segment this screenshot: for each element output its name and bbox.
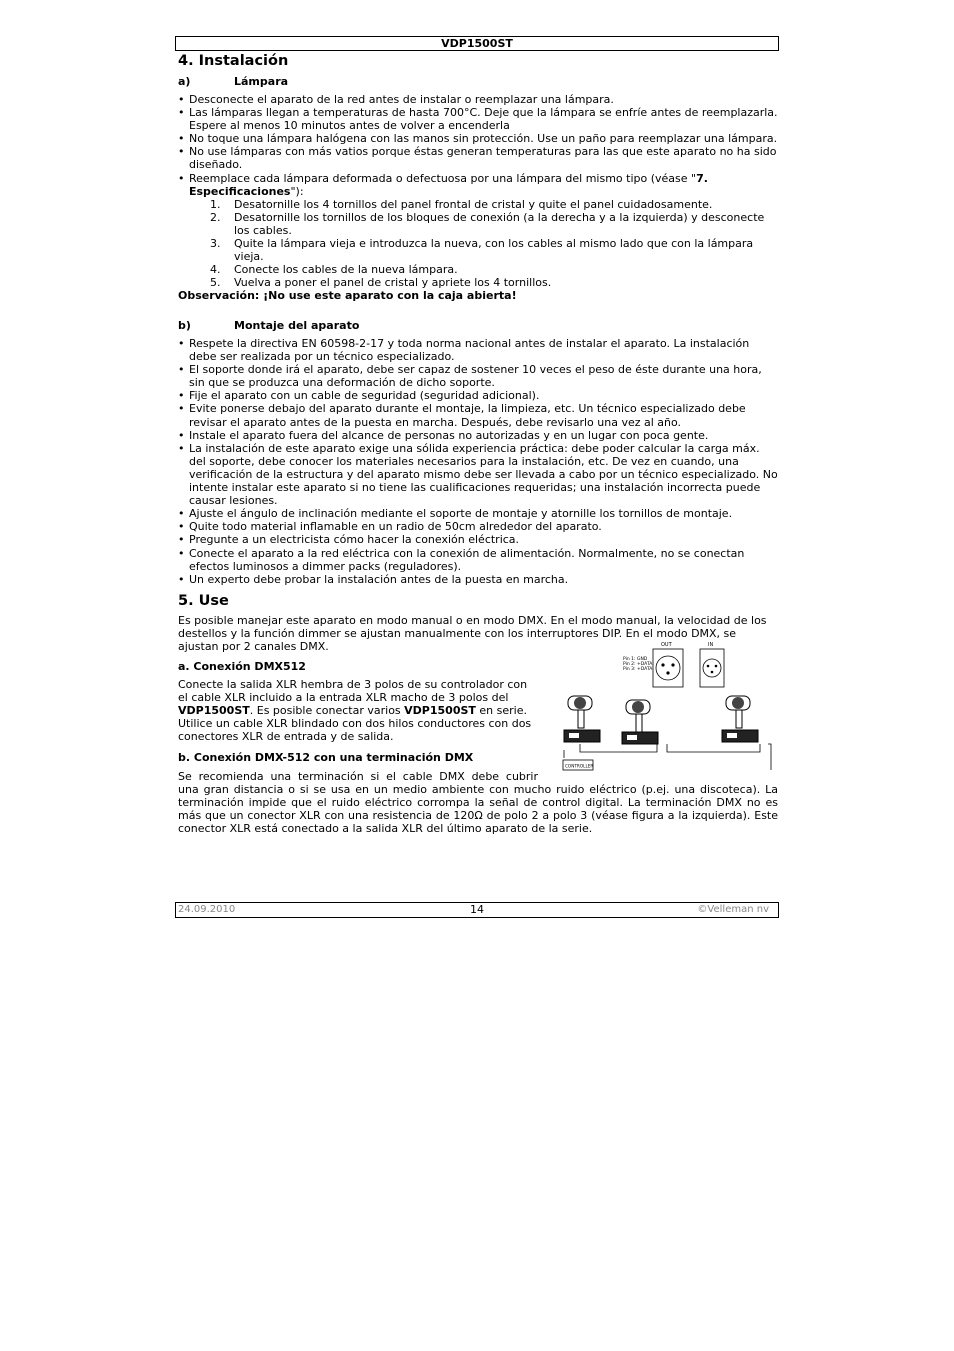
- controller-box: [563, 760, 593, 770]
- list-item: • Fije el aparato con un cable de seguridad (seguridad adicional).: [178, 389, 778, 402]
- list-item: • El soporte donde irá el aparato, debe ser capaz de sostener 10 veces el peso de éste durante una hora, sin que se produzca una deformación de dicho soporte.: [178, 363, 778, 389]
- list-item: [178, 237, 778, 263]
- termination-line-1: Se recomienda una terminación si el cable DMX debe cubrir: [178, 770, 538, 783]
- subsection-a-heading: [178, 75, 288, 88]
- subsection-b-label: b): [178, 319, 191, 332]
- pin-2-label: Pin 2: +DATA: [623, 662, 653, 667]
- list-item: • Un experto debe probar la instalación antes de la puesta en marcha.: [178, 573, 778, 586]
- list-item: • Evite ponerse debajo del aparato durante el montaje, la limpieza, etc. Un técnico especializado debe revisar el aparato antes de la puesta en marcha. Después, debe revisarlo una vez al año.: [178, 402, 778, 428]
- step-text: Quite la lámpara vieja e introduzca la nueva, con los cables al mismo lado que con la lámpara vieja.: [234, 237, 754, 264]
- list-item: • Las lámparas llegan a temperaturas de hasta 700°C. Deje que la lámpara se enfríe antes de reemplazarla. Espere al menos 10 minutos antes de volver a encenderla: [178, 106, 778, 132]
- mounting-instructions: [178, 337, 778, 586]
- section-4-title: 4. Instalación: [178, 53, 289, 69]
- subsection-b-heading: [178, 319, 359, 332]
- subsection-a-label: a): [178, 75, 191, 88]
- bullet-text: Reemplace cada lámpara deformada o defectuosa por una lámpara del mismo tipo (véase ": [189, 171, 697, 185]
- list-item: [178, 263, 778, 276]
- moving-head-3: [722, 696, 758, 742]
- out-label: OUT: [661, 642, 672, 648]
- xlr-in-connector: [700, 642, 724, 687]
- use-intro: Es posible manejar este aparato en modo manual o en modo DMX. En el modo manual, la velocidad de los destellos y la función dimmer se ajustan manualmente con los interruptores DIP. En el modo DMX, se ajustan por 2 canales DMX.: [178, 614, 767, 654]
- lamp-instructions: [178, 93, 778, 303]
- termination-paragraph: una gran distancia o si se usa en un medio ambiente con mucho ruido eléctrico (p.ej. una discoteca). La terminación impide que el ruido eléctrico corrompa la señal de control digital. La terminación DMX no es más que un conector XLR con una resistencia de 120Ω de polo 2 a polo 3 (véase figura a la izquierda). Este conector XLR está conectado a la salida XLR del último aparato de la serie.: [178, 783, 778, 836]
- subsection-b-title: Montaje del aparato: [234, 319, 360, 332]
- mounting-bullet-list: [178, 337, 778, 586]
- pin-1-label: Pin 1: GND: [623, 657, 648, 662]
- list-item: • Quite todo material inflamable en un radio de 50cm alrededor del aparato.: [178, 520, 778, 533]
- step-text: Conecte los cables de la nueva lámpara.: [234, 263, 458, 277]
- dmx-wiring-diagram: [555, 640, 775, 776]
- in-label: IN: [708, 642, 714, 648]
- list-item: • Pregunte a un electricista cómo hacer la conexión eléctrica.: [178, 533, 778, 546]
- page-number: 14: [470, 903, 484, 916]
- list-item: • La instalación de este aparato exige una sólida experiencia práctica: debe poder calcular la carga máx. del soporte, debe conocer los materiales necesarios para la instalación, etc. De vez en cuando, una verificación de la estructura y del aparato mismo debe ser llevada a cabo por un técnico especializado. No intente instalar este aparato si no tiene las cualificaciones requeridas; una instalación incorrecta puede causar lesiones.: [178, 442, 778, 507]
- step-number: 5.: [210, 276, 221, 290]
- list-item: • No use lámparas con más vatios porque éstas generan temperaturas para las que este aparato no ha sido diseñado.: [178, 145, 778, 171]
- subsection-a-title: Lámpara: [234, 75, 289, 88]
- bullet-bold-ref: 7. Especificaciones: [189, 171, 708, 198]
- step-number: 4.: [210, 263, 221, 277]
- list-item: [178, 198, 778, 211]
- paragraph-text: en serie. Utilice un cable XLR blindado con dos hilos conductores con dos conectores XLR de entrada y de salida.: [178, 704, 532, 744]
- controller-label: CONTROLLER: [565, 763, 594, 769]
- paragraph-text: Conecte la salida XLR hembra de 3 polos de su controlador con el cable XLR incluido a la entrada XLR macho de 3 polos del: [178, 678, 528, 705]
- step-number: 3.: [210, 237, 221, 251]
- list-item: [178, 172, 778, 198]
- lamp-steps-list: [178, 198, 778, 290]
- dmx512-heading: a. Conexión DMX512: [178, 660, 306, 673]
- bullet-text: "):: [290, 184, 304, 198]
- list-item: • Respete la directiva EN 60598-2-17 y toda norma nacional antes de instalar el aparato. La instalación debe ser realizada por un técnico especializado.: [178, 337, 778, 363]
- section-5-title: 5. Use: [178, 593, 229, 609]
- step-text: Desatornille los tornillos de los bloques de conexión (a la derecha y a la izquierda) y desconecte los cables.: [234, 210, 765, 237]
- list-item: • Ajuste el ángulo de inclinación mediante el soporte de montaje y atornille los tornillos de montaje.: [178, 507, 778, 520]
- lamp-bullet-list: [178, 93, 778, 198]
- page-footer: [175, 902, 779, 918]
- list-item: • Desconecte el aparato de la red antes de instalar o reemplazar una lámpara.: [178, 93, 778, 106]
- footer-copyright: ©Velleman nv: [697, 904, 769, 915]
- step-number: 2.: [210, 210, 221, 224]
- footer-date: 24.09.2010: [178, 904, 236, 915]
- moving-head-1: [564, 696, 600, 742]
- paragraph-text: . Es posible conectar varios: [249, 704, 405, 718]
- model-name: VDP1500ST: [178, 704, 250, 718]
- list-item: [178, 276, 778, 289]
- warning-note: Observación: ¡No use este aparato con la caja abierta!: [178, 289, 517, 303]
- list-item: [178, 211, 778, 237]
- xlr-out-connector: [623, 642, 683, 687]
- header-title: VDP1500ST: [441, 37, 513, 50]
- model-name: VDP1500ST: [404, 704, 476, 718]
- step-text: Desatornille los 4 tornillos del panel frontal de cristal y quite el panel cuidadosamente.: [234, 197, 713, 211]
- list-item: • Instale el aparato fuera del alcance de personas no autorizadas y en un lugar con poca gente.: [178, 429, 778, 442]
- list-item: • Conecte el aparato a la red eléctrica con la conexión de alimentación. Normalmente, no se conectan efectos luminosos a dimmer packs (reguladores).: [178, 547, 778, 573]
- step-text: Vuelva a poner el panel de cristal y apriete los 4 tornillos.: [234, 276, 552, 290]
- list-item: • No toque una lámpara halógena con las manos sin protección. Use un paño para reemplazar una lámpara.: [178, 132, 778, 145]
- dmx-termination-heading: b. Conexión DMX-512 con una terminación DMX: [178, 751, 474, 764]
- step-number: 1.: [210, 197, 221, 211]
- pin-3-label: Pin 3: +DATA: [623, 667, 653, 672]
- dmx512-paragraph: [178, 678, 536, 743]
- dmx-cables: [564, 744, 771, 770]
- page-header: [175, 36, 779, 51]
- moving-head-2: [622, 700, 658, 744]
